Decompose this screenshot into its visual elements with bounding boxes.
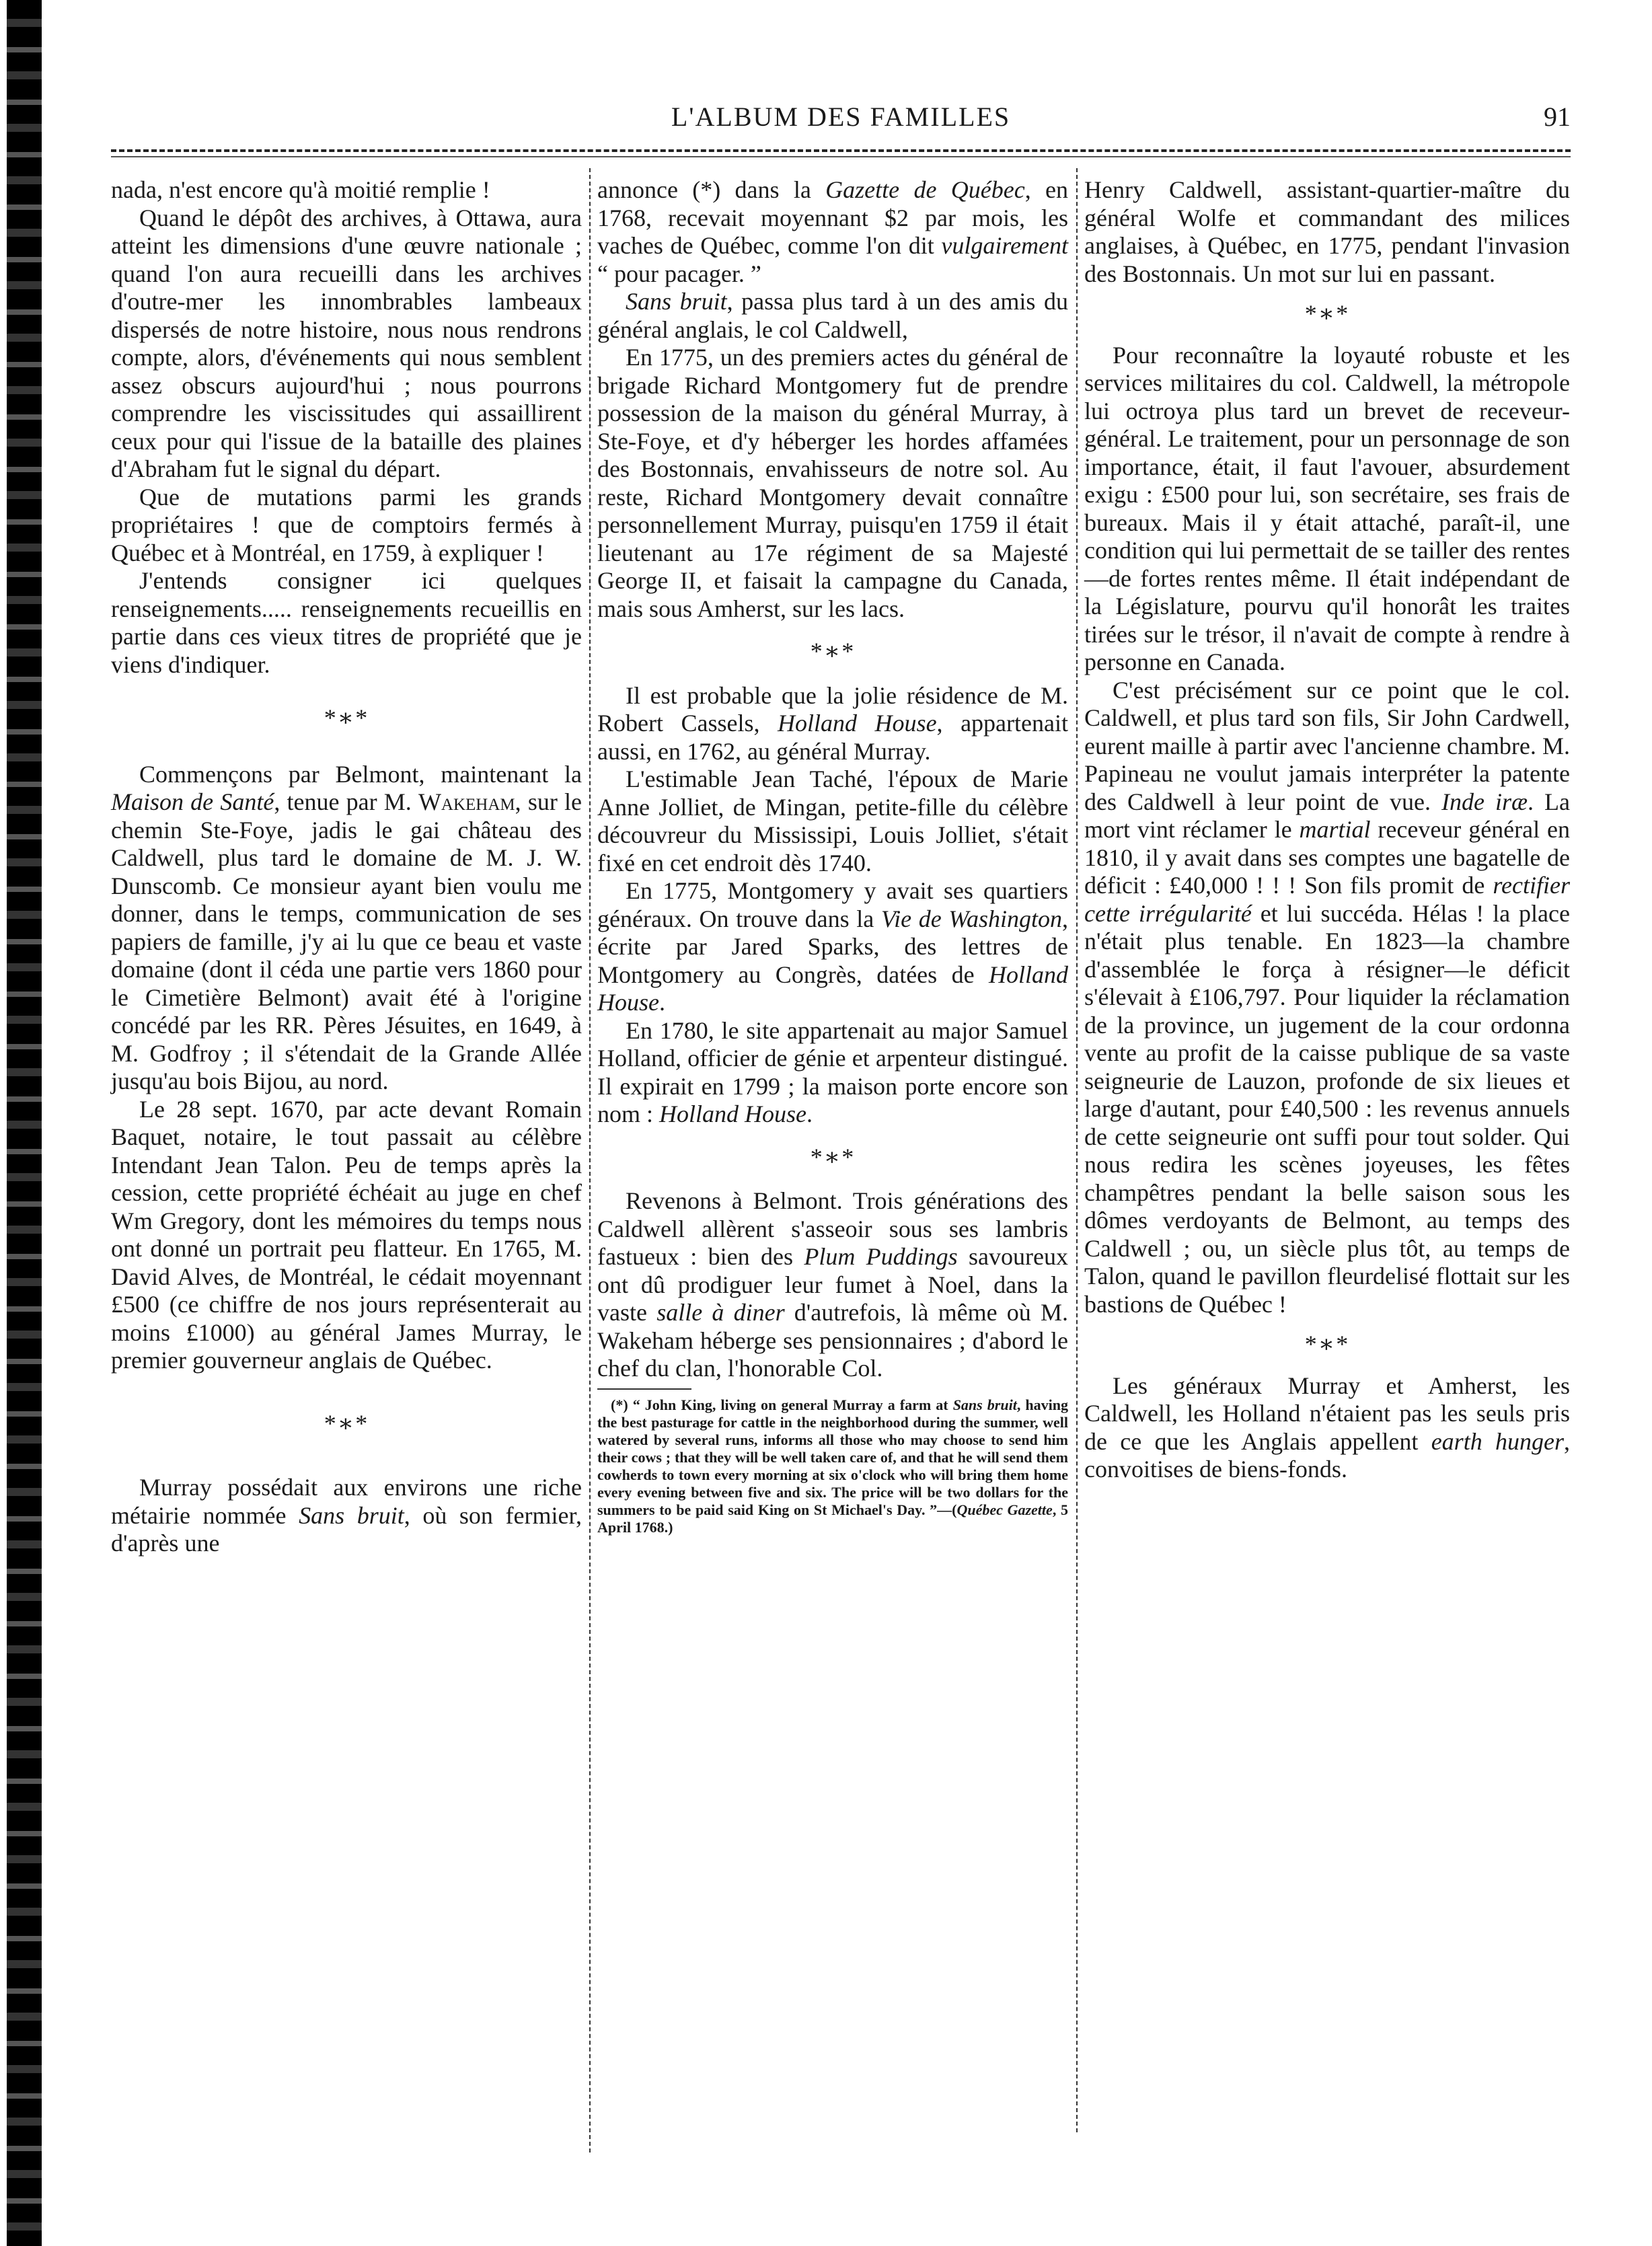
paragraph — [597, 1187, 1068, 1383]
text-run: En 1780, le site appartenait au major Samuel Holland, officier de génie et arpenteur distingué. Il expirait en 1799 ; la maison porte encore son nom : — [597, 1016, 1068, 1127]
paragraph: Henry Caldwell, assistant-quartier-maître du général Wolfe et commandant des milices anglaises, à Québec, en 1775, pendant l'invasion des Bostonnais. Un mot sur lui en passant. — [1084, 176, 1570, 287]
italic-text: martial — [1299, 816, 1371, 843]
text-run: C'est précisément sur ce point que le col. Caldwell, et plus tard son fils, Sir John Cardwell, eurent maille à partir avec l'ancienne chambre. M. Papineau ne voulut jamais interpréter la patente des Caldwell à leur point de vue. — [1084, 676, 1570, 815]
italic-text: earth hunger — [1431, 1427, 1564, 1455]
column-separator — [1076, 168, 1078, 2132]
paragraph — [597, 288, 1068, 344]
text-run: , 5 April 1768.) — [597, 1501, 1069, 1536]
italic-text: Sans bruit — [952, 1396, 1017, 1413]
text-run: “ pour pacager. ” — [597, 260, 761, 287]
text-run: . — [659, 989, 665, 1016]
text-run: et lui succéda. Hélas ! la place n'était plus tenable. En 1823—la chambre d'assemblée le força à résigner—le déficit s'élevait à £106,797. Pour liquider la réclamation de la province, un jugement de la cour ordonna vente au profit de la caisse publique de sa vaste seigneurie de Lauzon, profonde de six lieues et large d'autant, pour £40,500 : les revenus annuels de cette seigneurie ont suffi pour tout solder. Qui nous redira les scènes joyeuses, les fêtes champêtres pendant la belle saison sous les dômes verdoyants de Belmont, au temps des Caldwell ; ou, un siècle plus tôt, au temps de Talon, quand le pavillon fleurdelisé flottait sur les bastions de Québec ! — [1084, 899, 1570, 1318]
italic-text: Québec Gazette — [956, 1501, 1053, 1518]
section-asterism: *∗* — [1304, 300, 1350, 327]
italic-text: Maison de Santé — [111, 788, 274, 815]
paragraph — [1084, 1372, 1570, 1484]
text-run: annonce (*) dans la — [597, 176, 826, 203]
text-run: Les généraux Murray et Amherst, les Caldwell, les Holland n'étaient pas les seuls pris de ce que les Anglais appellent — [1084, 1372, 1570, 1455]
text-run: , having the best pasturage for cattle in the neighborhood during the summer, well watered by several runs, informs all those who may choose to send him their cows ; that they will be well taken care of, and that he will send them cowherds to town every morning at six o'clock who will bring them home every evening between five and six. The price will be two dollars for the summers to be paid said King on St Michael's Day. ”—( — [597, 1396, 1068, 1518]
paragraph: Que de mutations parmi les grands propriétaires ! que de comptoirs fermés à Québec et à Montréal, en 1759, à expliquer ! — [111, 483, 582, 566]
paragraph — [597, 682, 1068, 766]
text-run: , convoitises de biens-fonds. — [1084, 1427, 1570, 1483]
text-run: , tenue par M. — [274, 788, 418, 815]
italic-text: Holland House — [778, 710, 937, 737]
text-run: , où son fermier, d'après une — [111, 1501, 582, 1557]
text-run: savoureux ont dû prodiguer leur fumet à Noel, dans la vaste — [597, 1243, 1068, 1326]
italic-text: Inde iræ — [1441, 788, 1528, 815]
italic-text: salle à diner — [656, 1299, 785, 1326]
section-asterism: *∗* — [810, 1143, 856, 1170]
text-run: En 1775, Montgomery y avait ses quartiers généraux. On trouve dans la — [597, 877, 1068, 932]
running-title: L'ALBUM DES FAMILLES — [671, 102, 1011, 132]
paragraph: En 1775, un des premiers actes du général de brigade Richard Montgomery fut de prendre possession de la maison du général Murray, à Ste-Foye, et d'y héberger les hordes affamées des Bostonnais, envahisseurs de notre sol. Au reste, Richard Montgomery devait connaître personnellement Murray, puisqu'en 1759 il était lieutenant au 17e régiment de sa Majesté George II, et faisait la campagne du Canada, mais sous Amherst, sur les lacs. — [597, 344, 1068, 622]
italic-text: Holland House — [659, 1100, 807, 1127]
paragraph: L'estimable Jean Taché, l'époux de Marie Anne Jolliet, de Mingan, petite-fille du célèbre découvreur du Mississipi, Louis Jolliet, s'était fixé en cet endroit dès 1740. — [597, 765, 1068, 876]
column-3 — [1084, 176, 1570, 2181]
paragraph: Pour reconnaître la loyauté robuste et les services militaires du col. Caldwell, la métropole lui octroya plus tard un brevet de receveur-général. Le traitement, pour un personnage de son importance, était, il faut l'avouer, absurdement exigu : £500 pour lui, son secrétaire, ses frais de bureaux. Mais il y était attaché, paraît-il, une condition qui lui permettait de se tailler des rentes—de fortes rentes même. Il était indépendant de la Législature, pourvu qu'il honorât les traites tirées sur le trésor, il n'avait de compte à rendre à personne en Canada. — [1084, 341, 1570, 675]
text-run: receveur général en 1810, il y avait dans ses comptes une bagatelle de déficit : £40,000 ! ! ! Son fils promit de — [1084, 816, 1571, 899]
section-asterism: *∗* — [324, 1409, 369, 1437]
text-run: , sur le chemin Ste-Foye, jadis le gai château des Caldwell, plus tard le domaine de M. J. W. Dunscomb. Ce monsieur ayant bien voulu me donner, dans le temps, communication de ses papiers de famille, j'y ai lu que ce beau et vaste domaine (dont il céda une partie vers 1860 pour le Cimetière Belmont) avait été à l'origine concédé par les RR. Pères Jésuites, en 1649, à M. Godfroy ; il s'étendait de la Grande Allée jusqu'au bois Bijou, au nord. — [111, 788, 582, 1094]
paragraph — [1084, 677, 1570, 1319]
paragraph: Le 28 sept. 1670, par acte devant Romain Baquet, notaire, le tout passait au célèbre Intendant Jean Talon. Peu de temps après la cession, cette propriété échéait au juge en chef Wm Gregory, dont les mémoires du temps nous ont donné un portrait peu flatteur. En 1765, M. David Alves, de Montréal, le cédait moyennant £500 (ce chiffre de nos jours représenterait au moins £1000) au général James Murray, le premier gouverneur anglais de Québec. — [111, 1095, 582, 1374]
text-run: d'autrefois, là même où M. Wakeham héberge ses pensionnaires ; d'abord le chef du clan, l'honorable Col. — [597, 1299, 1069, 1382]
italic-text: Sans bruit — [299, 1501, 404, 1529]
page-number: 91 — [1544, 102, 1571, 132]
text-run: , écrite par Jared Sparks, des lettres de Montgomery au Congrès, datées de — [597, 905, 1068, 988]
text-run: Murray possédait aux environs une riche métairie nommée — [111, 1474, 582, 1529]
footnote-rule — [597, 1388, 691, 1390]
paragraph — [597, 176, 1068, 288]
text-run: Il est probable que la jolie résidence de M. Robert Cassels, — [597, 681, 1068, 737]
section-asterism: *∗* — [324, 704, 369, 731]
paragraph — [111, 1474, 582, 1558]
page-edge-border — [7, 0, 42, 2246]
section-asterism: *∗* — [810, 638, 856, 665]
header-rule — [111, 149, 1571, 152]
paragraph — [597, 877, 1068, 1017]
italic-text: Sans bruit — [626, 288, 727, 315]
text-run: . La mort vint réclamer le — [1084, 788, 1571, 843]
paragraph — [111, 761, 582, 1096]
italic-text: rectifier cette irrégularité — [1084, 872, 1570, 927]
column-1 — [111, 176, 582, 2181]
text-run: , en 1768, recevait moyennant $2 par mois, les vaches de Québec, comme l'on dit — [597, 176, 1069, 259]
paragraph: nada, n'est encore qu'à moitié remplie ! — [111, 176, 490, 203]
text-run: , appartenait aussi, en 1762, au général Murray. — [597, 710, 1068, 765]
text-run: Revenons à Belmont. Trois générations des Caldwell allèrent s'asseoir sous ses lambris fastueux : bien des — [597, 1187, 1068, 1270]
paragraph: Quand le dépôt des archives, à Ottawa, aura atteint les dimensions d'une œuvre nationale ; quand l'on aura recueilli dans les archives d'outre-mer les innombrables lambeaux dispersés de notre histoire, nous nous rendrons compte, alors, d'événements qui nous semblent assez obscurs aujourd'hui ; nous pourrons comprendre les viscissitudes qui assaillirent ceux pour qui l'issue de la bataille des plaines d'Abraham fut le signal du départ. — [111, 204, 582, 482]
page-header — [111, 101, 1571, 141]
text-run: . — [806, 1100, 813, 1127]
column-separator — [589, 168, 591, 2153]
text-run: Commençons par Belmont, maintenant la — [139, 760, 582, 788]
italic-text: Holland House — [597, 961, 1068, 1016]
paragraph: J'entends consigner ici quelques renseignements..... renseignements recueillis en partie dans ces vieux titres de propriété que je viens d'indiquer. — [111, 567, 582, 678]
column-2 — [597, 176, 1068, 2181]
text-run: , passa plus tard à un des amis du général anglais, le col Caldwell, — [597, 288, 1068, 343]
footnote — [597, 1396, 1068, 1536]
italic-text: vulgairement — [941, 232, 1068, 259]
section-asterism: *∗* — [1304, 1331, 1350, 1357]
italic-text: Gazette de Québec — [825, 176, 1025, 203]
italic-text: Plum Puddings — [804, 1243, 958, 1270]
header-rule-thin — [111, 156, 1571, 157]
text-run: (*) “ John King, living on general Murray a farm at — [611, 1396, 953, 1413]
small-caps-name: Wakeham — [418, 788, 515, 815]
italic-text: Vie de Washington — [880, 905, 1062, 932]
paragraph — [597, 1017, 1068, 1129]
